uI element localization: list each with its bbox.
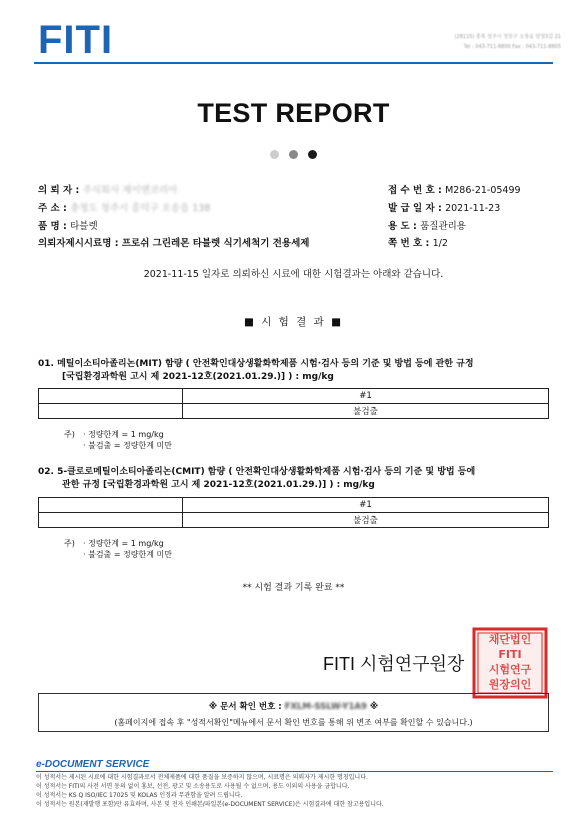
verification-box — [38, 693, 549, 732]
end-of-results: ** 시험 결과 기록 완료 ** — [242, 583, 345, 593]
test-1-title — [38, 358, 558, 383]
sample-row: 의뢰자제시시료명 : 프로쉬 그린레몬 타블렛 식기세척기 전용세제 — [38, 238, 310, 249]
test-2-note-1: · 정량한계 = 1 mg/kg — [83, 539, 164, 548]
dot-dark — [308, 150, 317, 159]
verification-desc: (홈페이지에 접속 후 "성적서확인"메뉴에서 문서 확인 번호를 통해 위 변조 여부를 확인할 수 있습니다.) — [114, 718, 473, 727]
page-value: 1/2 — [432, 238, 448, 249]
test-1-title-line2: [국립환경과학원 고시 제 2021-12호(2021.01.29.)] ) : mg/kg — [62, 371, 334, 382]
empty-cell — [39, 513, 183, 528]
footer-line-4: 이 성적서는 원본(재발행 포함)만 유효하며, 사본 및 전자 인쇄본/파일본(e-DOCUMENT SERVICE)은 시험결과에 대한 참고용입니다. — [36, 801, 384, 808]
use-row: 용 도 : 품질관리용 — [388, 221, 466, 232]
sample-value: 프로쉬 그린레몬 타블렛 식기세척기 전용세제 — [121, 238, 310, 249]
sample-column-header: #1 — [183, 389, 549, 404]
empty-header-cell — [39, 389, 183, 404]
page-row: 쪽 번 호 : 1/2 — [388, 238, 448, 249]
seal-text-line: 채단법인 — [488, 633, 532, 646]
test-1-table — [38, 388, 549, 419]
seal-text-line: FITI — [498, 648, 522, 661]
test-2-table — [38, 497, 549, 528]
use-value: 품질관리용 — [420, 221, 466, 232]
receipt-label: 접 수 번 호 — [388, 185, 435, 196]
page-label: 쪽 번 호 — [388, 238, 423, 249]
receipt-row: 접 수 번 호 : M286-21-05499 — [388, 185, 521, 196]
seal-text — [472, 632, 548, 692]
client-label: 의 뢰 자 — [38, 185, 73, 196]
header-divider — [34, 62, 553, 64]
seal-text-line: 시험연구 — [488, 663, 532, 676]
test-1-title-line1: 01. 메틸이소티아졸리논(MIT) 함량 ( 안전확인대상생활화학제품 시험·검사 등의 기준 및 방법 등에 관한 규정 — [38, 359, 474, 369]
footer-line-2: 이 성적서는 FITI의 사전 서면 동의 없이 홍보, 선전, 광고 및 소송용도로 사용될 수 없으며, 용도 이외의 사용을 금합니다. — [36, 783, 350, 790]
official-seal — [472, 627, 548, 699]
use-label: 용 도 — [388, 221, 410, 232]
test-2-note-2: · 불검출 = 정량한계 미만 — [83, 550, 172, 559]
contact-line: Tel : 043-711-8800 Fax : 043-711-8805 — [463, 44, 561, 50]
table-row — [39, 389, 549, 404]
results-heading: ■ 시 험 결 과 ■ — [243, 316, 344, 328]
test-2-title-line2: 관한 규정 [국립환경과학원 고시 제 2021-12호(2021.01.29.)] ) : mg/kg — [62, 479, 375, 490]
address-value: 충청도 청주시 흥덕구 오송읍 138 — [70, 203, 211, 214]
intro-text: 2021-11-15 일자로 의뢰하신 시료에 대한 시험결과는 아래와 같습니다. — [143, 269, 444, 280]
test-1-note-1: · 정량한계 = 1 mg/kg — [83, 430, 164, 439]
client-value: 주식회사 제이앤코리아 — [82, 185, 178, 196]
address-label: 주 소 — [38, 203, 60, 214]
test-2-note-prefix: 주) — [64, 539, 75, 548]
dot-light — [270, 150, 279, 159]
address-row: 주 소 : 충청도 청주시 흥덕구 오송읍 138 — [38, 203, 211, 214]
footer-line-3: 이 성적서는 KS Q ISO/IEC 17025 및 KOLAS 인정과 무관함을 알려 드립니다. — [36, 792, 243, 799]
issue-label: 발 급 일 자 — [388, 203, 435, 214]
verification-code: FXLM-SSLW-Y1A9 — [284, 702, 367, 712]
test-1-note-2: · 불검출 = 정량한계 미만 — [83, 441, 172, 450]
receipt-value: M286-21-05499 — [445, 185, 521, 196]
table-row — [39, 404, 549, 419]
fiti-logo: FITI — [38, 18, 114, 62]
address-line-1: (28115) 충북 청주시 청원구 오창읍 양청3길 21 — [454, 34, 561, 40]
dot-mid — [289, 150, 298, 159]
test-1-note-prefix: 주) — [64, 430, 75, 439]
issue-value: 2021-11-23 — [445, 203, 501, 214]
footer-line-1: 이 성적서는 제시된 시료에 대한 시험결과로서 전체제품에 대한 품질을 보증하지 않으며, 시료명은 의뢰자가 제시한 명칭입니다. — [36, 774, 368, 781]
empty-header-cell — [39, 498, 183, 513]
e-document-service-label: e-DOCUMENT SERVICE — [36, 759, 150, 770]
page-title: TEST REPORT — [197, 98, 390, 128]
sample-column-header: #1 — [183, 498, 549, 513]
client-row: 의 뢰 자 : 주식회사 제이앤코리아 — [38, 185, 178, 196]
result-cell: 불검출 — [183, 513, 549, 528]
test-2-title-line1: 02. 5-클로로메틸이소티아졸리논(CMIT) 함량 ( 안전확인대상생활화학제품 시험·검사 등의 기준 및 방법 등에 — [38, 467, 476, 477]
footer-divider — [36, 771, 553, 772]
issue-row: 발 급 일 자 : 2021-11-23 — [388, 203, 501, 214]
result-cell: 불검출 — [183, 404, 549, 419]
table-row — [39, 513, 549, 528]
table-row — [39, 498, 549, 513]
empty-cell — [39, 404, 183, 419]
test-2-title — [38, 466, 558, 491]
verification-label: ※ 문서 확인 번호 : — [208, 702, 282, 712]
verification-mark: ※ — [369, 702, 379, 712]
signature-text: FITI 시험연구원장 — [323, 654, 465, 674]
seal-text-line: 원장의인 — [488, 678, 532, 691]
verification-line — [39, 700, 548, 712]
item-label: 품 명 — [38, 221, 60, 232]
sample-label: 의뢰자제시시료명 — [38, 238, 112, 249]
item-value: 타블렛 — [70, 221, 98, 232]
item-row: 품 명 : 타블렛 — [38, 221, 98, 232]
